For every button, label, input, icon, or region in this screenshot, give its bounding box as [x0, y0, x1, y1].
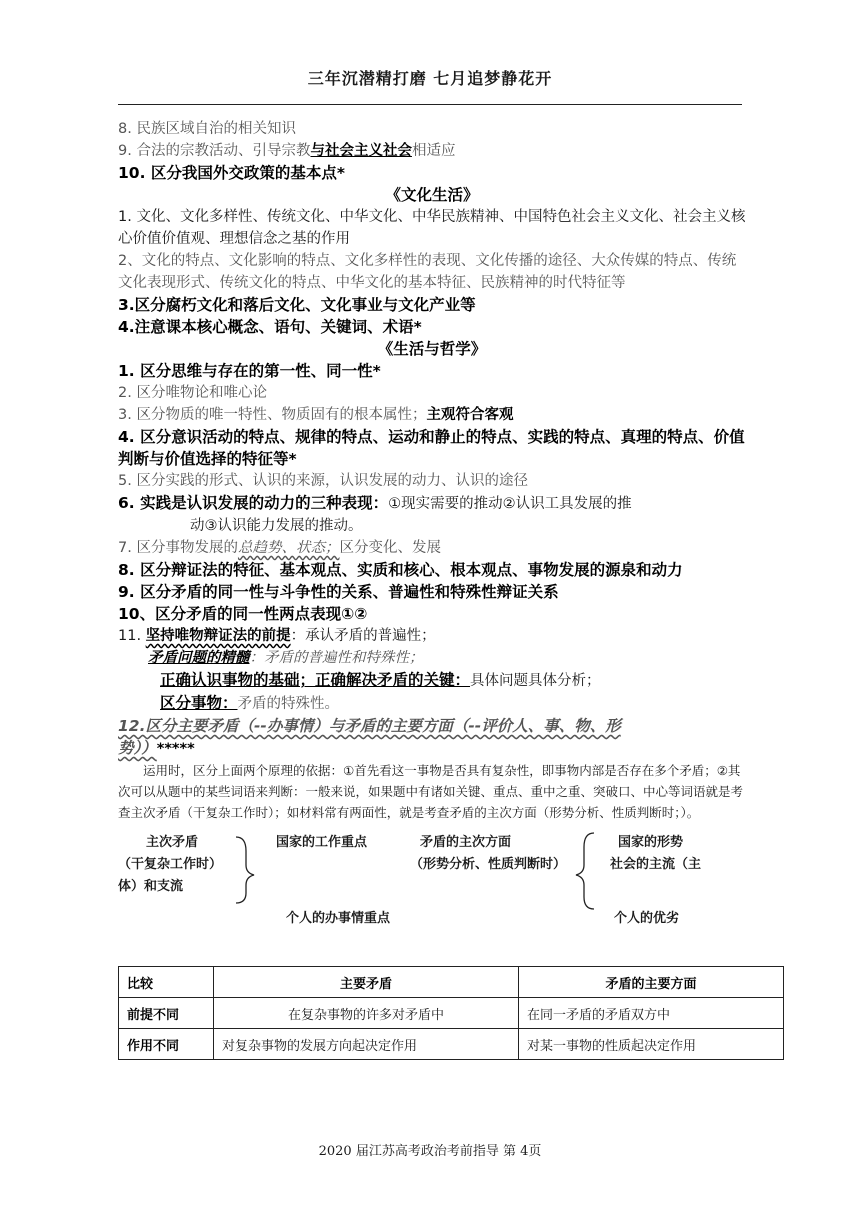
table-header-row — [119, 967, 784, 998]
philosophy-item-11-line-4 — [118, 692, 746, 715]
left-brace-icon — [236, 837, 254, 903]
underlined-text: 势）） — [118, 739, 157, 757]
comparison-table — [118, 966, 784, 1060]
table-header-cell: 比较 — [119, 967, 214, 998]
philosophy-item-1: 1. 区分思维与存在的第一性、同一性* — [118, 362, 381, 380]
item-12-usage-note: 运用时，区分上面两个原理的依据：①首先看这一事物是否具有复杂性，即事物内部是否存在多个矛盾；②其次可以从题中的某些词语来判断：一般来说，如果题中有诸如关键、重点、重中之重、突破口、中心等词语就是考查主次矛盾（干复杂工作时）；如材料常有两面性，就是考查矛盾的主次方面（形势分析、性质判断时；）。 — [118, 763, 744, 820]
bold-text: 主观符合客观 — [426, 407, 514, 423]
philosophy-item-11 — [118, 625, 746, 647]
underlined-text: 正确认识事物的基础；正确解决矛盾的关键： — [160, 671, 471, 689]
philosophy-item-9: 9. 区分矛盾的同一性与斗争性的关系、普遍性和特殊性辩证关系 — [118, 583, 559, 601]
politics-item-9 — [118, 140, 746, 162]
philosophy-item-3 — [118, 404, 746, 426]
diagram-social-mainstream: 社会的主流（主 — [610, 857, 702, 872]
table-header-cell: 主要矛盾 — [214, 967, 519, 998]
diagram-personal-focus: 个人的办事情重点 — [286, 911, 391, 926]
culture-item-4: 4.注意课本核心概念、语句、关键词、术语* — [118, 318, 422, 336]
header-divider — [118, 104, 742, 105]
page-header: 三年沉潜精打磨 七月追梦静花开 — [307, 69, 553, 88]
underlined-text: 与社会主义社会 — [310, 143, 412, 159]
table-cell: 作用不同 — [119, 1029, 214, 1060]
philosophy-item-5: 5. 区分实践的形式、认识的来源，认识发展的动力、认识的途径 — [118, 473, 528, 489]
philosophy-item-12-line-1: 12.区分主要矛盾（--办事情）与矛盾的主要方面（--评价人、事、物、形 — [118, 717, 621, 735]
culture-item-1: 1. 文化、文化多样性、传统文化、中华文化、中华民族精神、中国特色社会主义文化、社会主义核心价值价值观、理想信念之基的作用 — [118, 209, 746, 247]
diagram-state-focus: 国家的工作重点 — [276, 835, 368, 850]
content-body — [118, 118, 746, 933]
item-text: ①现实需要的推动②认识工具发展的推 — [388, 496, 632, 512]
table-header-cell: 矛盾的主要方面 — [519, 967, 784, 998]
page-footer: 2020 届江苏高考政治考前指导 第 4页 — [318, 1144, 542, 1159]
contradiction-diagram — [118, 823, 746, 933]
right-brace-icon — [576, 833, 594, 909]
diagram-main-contradiction: 主次矛盾 — [146, 835, 199, 850]
diagram-body-branch: 体）和支流 — [118, 879, 184, 894]
diagram-personal-merit: 个人的优劣 — [614, 911, 680, 926]
diagram-complex-work: （干复杂工作时） — [118, 857, 223, 872]
stars-text: ***** — [156, 741, 195, 757]
underlined-text: 区分事物： — [160, 694, 238, 712]
philosophy-item-7 — [118, 537, 746, 559]
philosophy-item-4: 4. 区分意识活动的特点、规律的特点、运动和静止的特点、实践的特点、真理的特点、价值判断与价值选择的特征等* — [118, 428, 745, 468]
table-row — [119, 1029, 784, 1060]
philosophy-item-2: 2. 区分唯物论和唯心论 — [118, 385, 267, 401]
philosophy-item-12-line-2 — [118, 737, 746, 760]
item-text: 3. 区分物质的唯一特性、物质固有的根本属性； — [118, 407, 427, 423]
philosophy-item-6-continued: 动③认识能力发展的推动。 — [190, 518, 363, 534]
item-text: 区分变化、发展 — [339, 540, 441, 556]
item-text: ：承认矛盾的普遍性； — [290, 628, 436, 644]
item-text: 11. — [118, 628, 146, 644]
philosophy-item-11-line-3 — [118, 669, 746, 692]
philosophy-section-title: 《生活与哲学》 — [377, 340, 487, 358]
table-cell: 在复杂事物的许多对矛盾中 — [214, 998, 519, 1029]
culture-item-2: 2、文化的特点、文化影响的特点、文化多样性的表现、文化传播的途径、大众传媒的特点、传统文化表现形式、传统文化的特点、中华文化的基本特征、民族精神的时代特征等 — [118, 253, 737, 291]
item-text: ：矛盾的普遍性和特殊性； — [249, 650, 424, 666]
culture-item-3: 3.区分腐朽文化和落后文化、文化事业与文化产业等 — [118, 296, 476, 314]
table-cell: 在同一矛盾的矛盾双方中 — [519, 998, 784, 1029]
politics-item-8: 8. 民族区域自治的相关知识 — [118, 121, 296, 137]
diagram-aspect-sub: （形势分析、性质判断时） — [410, 857, 567, 872]
item-text: 具体问题具体分析； — [470, 673, 601, 689]
item-text: 相适应 — [411, 143, 456, 159]
underlined-text: 矛盾问题的精髓 — [148, 650, 250, 666]
table-cell: 前提不同 — [119, 998, 214, 1029]
underlined-text: 坚持唯物辩证法的前提 — [145, 628, 291, 644]
underlined-text: 总趋势、状态； — [237, 540, 340, 556]
table-cell: 对某一事物的性质起决定作用 — [519, 1029, 784, 1060]
diagram-national-situation: 国家的形势 — [618, 835, 684, 850]
philosophy-item-10: 10、区分矛盾的同一性两点表现①② — [118, 605, 368, 623]
politics-item-10: 10. 区分我国外交政策的基本点* — [118, 164, 345, 182]
table-row — [119, 998, 784, 1029]
item-text: 9. 合法的宗教活动、引导宗教 — [118, 143, 311, 159]
item-text: 矛盾的特殊性。 — [237, 696, 340, 712]
item-text: 7. 区分事物发展的 — [118, 540, 238, 556]
bold-text: 6. 实践是认识发展的动力的三种表现： — [118, 494, 389, 512]
culture-section-title: 《文化生活》 — [385, 186, 479, 204]
philosophy-item-8: 8. 区分辩证法的特征、基本观点、实质和核心、根本观点、事物发展的源泉和动力 — [118, 561, 683, 579]
diagram-aspect: 矛盾的主次方面 — [420, 835, 512, 850]
table-cell: 对复杂事物的发展方向起决定作用 — [214, 1029, 519, 1060]
philosophy-item-11-line-2 — [118, 647, 746, 669]
philosophy-item-6 — [118, 492, 746, 515]
